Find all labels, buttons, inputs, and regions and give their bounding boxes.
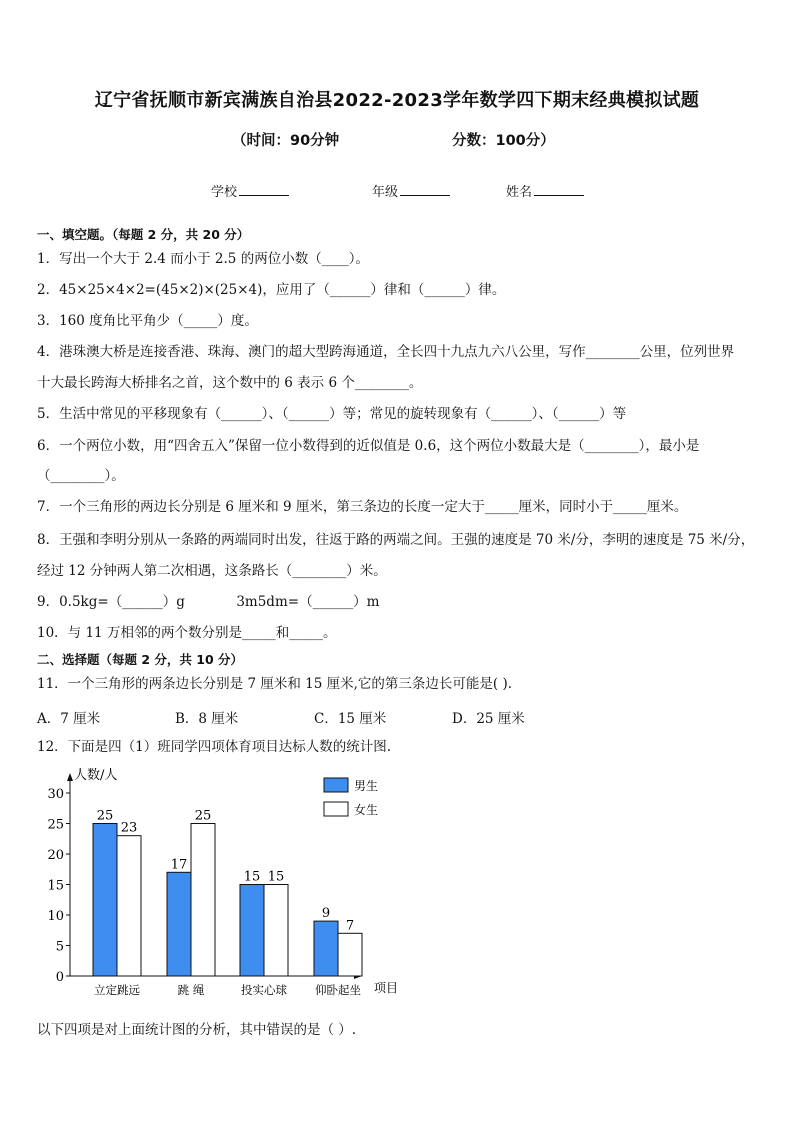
question-3: 3．160 度角比平角少（_____）度。	[37, 313, 258, 329]
y-tick-label: 25	[47, 817, 64, 833]
bar-value-label: 15	[243, 869, 261, 885]
question-6-line-2: （________）。	[37, 468, 125, 484]
category-label: 跳 绳	[177, 983, 205, 997]
exam-score: 分数：100分）	[452, 133, 555, 149]
y-tick-label: 30	[47, 787, 64, 802]
bar-girls-4	[338, 933, 362, 976]
question-12: 12．下面是四（1）班同学四项体育项目达标人数的统计图.	[37, 739, 392, 755]
question-5: 5．生活中常见的平移现象有（______）、（______）等；常见的旋转现象有（______）、（______）等	[37, 406, 627, 422]
x-axis-label: 项目	[374, 981, 399, 995]
bar-girls-3	[264, 885, 288, 977]
name-label: 姓名	[506, 185, 533, 200]
question-9: 9．0.5kg=（______）g 3m5dm=（______）m	[37, 594, 380, 610]
question-6-line-1: 6．一个两位小数，用“四舍五入”保留一位小数得到的近似值是 0.6，这个两位小数最大是（________），最小是	[37, 438, 700, 454]
bar-value-label: 17	[170, 857, 188, 873]
name-field[interactable]	[506, 181, 584, 200]
q11-option-a[interactable]: A．7 厘米	[37, 711, 101, 727]
question-2: 2．45×25×4×2=(45×2)×(25×4)，应用了（______）律和（______）律。	[37, 282, 506, 298]
school-label: 学校	[211, 185, 238, 200]
legend-girls-swatch	[324, 802, 348, 816]
question-8-line-2: 经过 12 分钟两人第二次相遇，这条路长（________）米。	[37, 563, 387, 579]
question-12-prompt: 以下四项是对上面统计图的分析，其中错误的是（ ）.	[37, 1022, 357, 1038]
y-tick-label: 20	[47, 848, 64, 863]
legend-girls-label: 女生	[354, 803, 379, 817]
exam-time: （时间：90分钟	[232, 133, 340, 149]
legend-boys-label: 男生	[354, 779, 379, 793]
bar-value-label: 25	[96, 808, 114, 824]
question-1: 1．写出一个大于 2.4 而小于 2.5 的两位小数（____）。	[37, 251, 369, 267]
category-label: 立定跳远	[94, 983, 140, 997]
bar-value-label: 7	[345, 918, 355, 934]
sports-bar-chart	[30, 760, 430, 1005]
grade-blank[interactable]	[400, 183, 450, 196]
bar-value-label: 25	[194, 808, 212, 824]
bar-boys-2	[167, 872, 191, 976]
section-fill-blank-heading: 一、填空题。（每题 2 分，共 20 分）	[37, 227, 250, 242]
bar-boys-1	[93, 824, 117, 977]
section-choice-heading: 二、选择题（每题 2 分，共 10 分）	[37, 652, 244, 667]
page-title: 辽宁省抚顺市新宾满族自治县2022-2023学年数学四下期末经典模拟试题	[94, 90, 700, 111]
question-7: 7．一个三角形的两边长分别是 6 厘米和 9 厘米，第三条边的长度一定大于_____厘米，同时小于_____厘米。	[37, 499, 688, 515]
legend-boys-swatch	[324, 778, 348, 792]
q11-option-c[interactable]: C．15 厘米	[314, 711, 387, 727]
name-blank[interactable]	[534, 183, 584, 196]
school-field[interactable]	[211, 181, 289, 200]
question-10: 10．与 11 万相邻的两个数分别是_____和_____。	[37, 625, 337, 641]
bar-boys-3	[240, 885, 264, 977]
y-axis-label: 人数/人	[74, 768, 118, 783]
question-8-line-1: 8．王强和李明分别从一条路的两端同时出发，往返于路的两端之间。王强的速度是 70 米/分，李明的速度是 75 米/分，	[37, 532, 755, 548]
category-label: 仰卧起坐	[315, 983, 361, 997]
y-axis-arrow	[67, 773, 73, 781]
school-blank[interactable]	[239, 183, 289, 196]
question-4-line-2: 十大最长跨海大桥排名之首，这个数中的 6 表示 6 个________。	[37, 375, 423, 391]
bar-value-label: 23	[120, 820, 138, 836]
question-11: 11．一个三角形的两条边长分别是 7 厘米和 15 厘米,它的第三条边长可能是( ).	[37, 676, 513, 692]
y-tick-label: 0	[55, 970, 64, 985]
bar-girls-1	[117, 836, 141, 976]
grade-field[interactable]	[372, 181, 450, 200]
y-tick-label: 5	[55, 939, 64, 955]
bar-value-label: 15	[267, 869, 285, 885]
grade-label: 年级	[372, 185, 399, 200]
question-4-line-1: 4．港珠澳大桥是连接香港、珠海、澳门的超大型跨海通道，全长四十九点九六八公里，写作________公里，位列世界	[37, 344, 735, 360]
y-tick-label: 10	[47, 909, 64, 924]
category-label: 投实心球	[241, 983, 287, 997]
bar-girls-2	[191, 824, 215, 977]
bar-boys-4	[314, 921, 338, 976]
y-tick-label: 15	[47, 878, 64, 894]
q11-option-b[interactable]: B．8 厘米	[175, 711, 239, 727]
q11-option-d[interactable]: D．25 厘米	[452, 711, 525, 727]
bar-value-label: 9	[321, 906, 331, 922]
